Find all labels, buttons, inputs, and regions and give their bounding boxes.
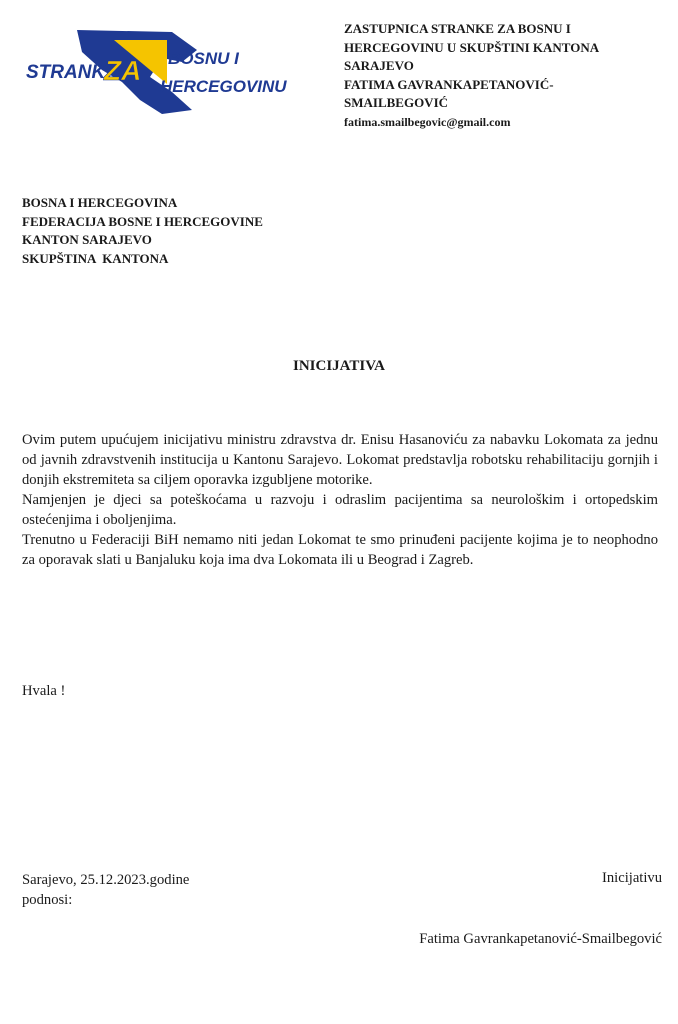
recipient-line: FEDERACIJA BOSNE I HERCEGOVINE [22,213,263,229]
recipient-line: KANTON SARAJEVO [22,232,152,247]
logo-word-left: STRANKA [26,62,119,83]
sender-block [344,20,664,131]
logo-line2: HERCEGOVINU [160,77,287,96]
submits-label-a: Inicijativu [602,870,662,886]
sender-line: SMAILBEGOVIĆ [344,95,449,110]
closing-thanks: Hvala ! [22,683,66,699]
document-title: INICIJATIVA [293,358,385,374]
sender-email[interactable]: fatima.smailbegovic@gmail.com [344,114,511,129]
submits-label-b: podnosi: [22,892,73,908]
logo-word-mid: ZA [104,55,142,86]
sender-line: ZASTUPNICA STRANKE ZA BOSNU I [344,21,571,36]
place-date-block [22,870,189,910]
document-body [22,430,658,570]
place-date: Sarajevo, 25.12.2023.godine [22,872,190,888]
body-paragraph: Namjenjen je djeci sa poteškoćama u razvoju i odraslim pacijentima sa neurološkim i ortopedskim ostećenjima i oboljenjima. [22,492,658,528]
recipient-line: BOSNA I HERCEGOVINA [22,195,178,210]
sender-line: SARAJEVO [344,58,414,73]
sender-line: FATIMA GAVRANKAPETANOVIĆ- [344,76,554,92]
sender-line: HERCEGOVINU U SKUPŠTINI KANTONA [344,39,600,55]
logo-line1: BOSNU I [168,49,239,68]
recipient-line: SKUPŠTINA KANTONA [22,250,169,266]
signature-name: Fatima Gavrankapetanović-Smailbegović [419,931,662,947]
body-paragraph: Ovim putem upućujem inicijativu ministru zdravstva dr. Enisu Hasanoviću za nabavku Lokomata za jednu od javnih zdravstvenih institucija u Kantonu Sarajevo. Lokomat predstavlja robotsku rehabilitaciju gornjih i donjih ekstremiteta sa ciljem oporavka izgubljene motorike. [22,432,658,488]
body-paragraph: Trenutno u Federaciji BiH nemamo niti jedan Lokomat te smo prinuđeni pacijente kojima je to neophodno za oporavak slati u Banjaluku koja ima dva Lokomata ili u Beograd i Zagreb. [22,532,658,568]
party-logo [22,22,287,117]
recipient-block [22,194,263,268]
